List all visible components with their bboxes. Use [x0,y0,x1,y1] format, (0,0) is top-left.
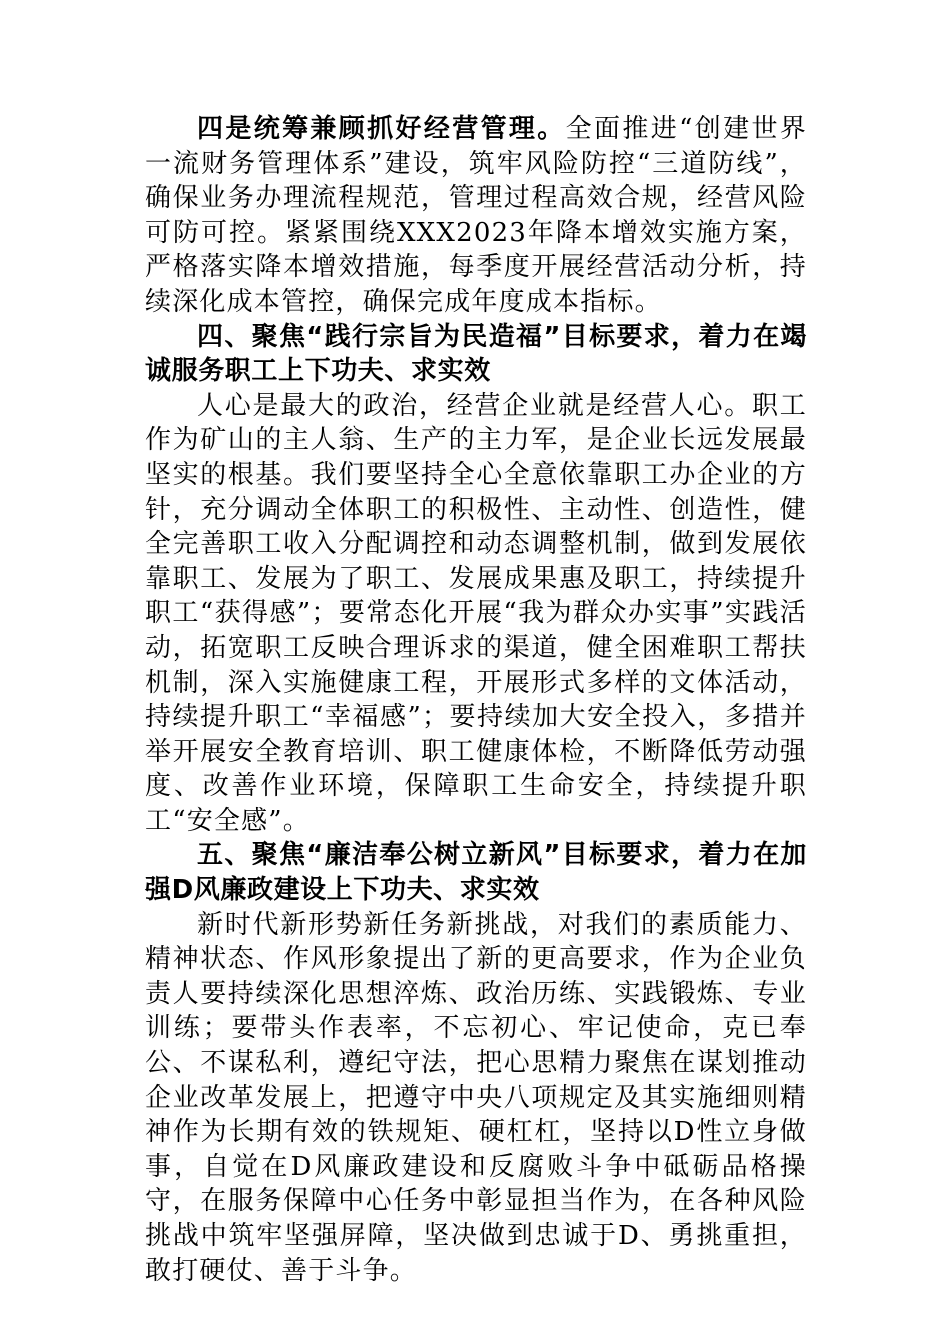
section-heading-5: 五、聚焦“廉洁奉公树立新风”目标要求，着力在加强D风廉政建设上下功夫、求实效 [145,840,807,906]
section-body-5: 新时代新形势新任务新挑战，对我们的素质能力、精神状态、作风形象提出了新的更高要求，作为企业负责人要持续深化思想淬炼、政治历练、实践锻炼、专业训练；要带头作表率，不忘初心、牢记使命，克已奉公、不谋私利，遵纪守法，把心思精力聚焦在谋划推动企业改革发展上，把遵守中央八项规定及其实施细则精神作为长期有效的铁规矩、硬杠杠，坚持以D性立身做事，自觉在D风廉政建设和反腐败斗争中砥砺品格操守，在服务保障中心任务中彰显担当作为，在各种风险挑战中筑牢坚强屏障，坚决做到忠诚于D、勇挑重担，敢打硬仗、善于斗争。 [145,909,807,1286]
paragraph-text-operations: 全面推进“创建世界一流财务管理体系”建设，筑牢风险防控“三道防线”，确保业务办理流程规范，管理过程高效合规，经营风险可防可控。紧紧围绕XXX2023年降本增效实施方案，严格落实降本增效措施，每季度开展经营活动分析，持续深化成本管控，确保完成年度成本指标。 [145,114,808,317]
document-page [145,112,807,1288]
paragraph-operations-management [145,112,807,320]
paragraph-lead-operations: 四是统筹兼顾抓好经营管理。 [197,114,566,144]
section-heading-4: 四、聚焦“践行宗旨为民造福”目标要求，着力在竭诚服务职工上下功夫、求实效 [145,321,807,387]
section-body-4: 人心是最大的政治，经营企业就是经营人心。职工作为矿山的主人翁、生产的主力军，是企业长远发展最坚实的根基。我们要坚持全心全意依靠职工办企业的方针，充分调动全体职工的积极性、主动性、创造性，健全完善职工收入分配调控和动态调整机制，做到发展依靠职工、发展为了职工、发展成果惠及职工，持续提升职工“获得感”；要常态化开展“我为群众办实事”实践活动，拓宽职工反映合理诉求的渠道，健全困难职工帮扶机制，深入实施健康工程，开展形式多样的文体活动，持续提升职工“幸福感”；要持续加大安全投入，多措并举开展安全教育培训、职工健康体检，不断降低劳动强度、改善作业环境，保障职工生命安全，持续提升职工“安全感”。 [145,390,807,836]
